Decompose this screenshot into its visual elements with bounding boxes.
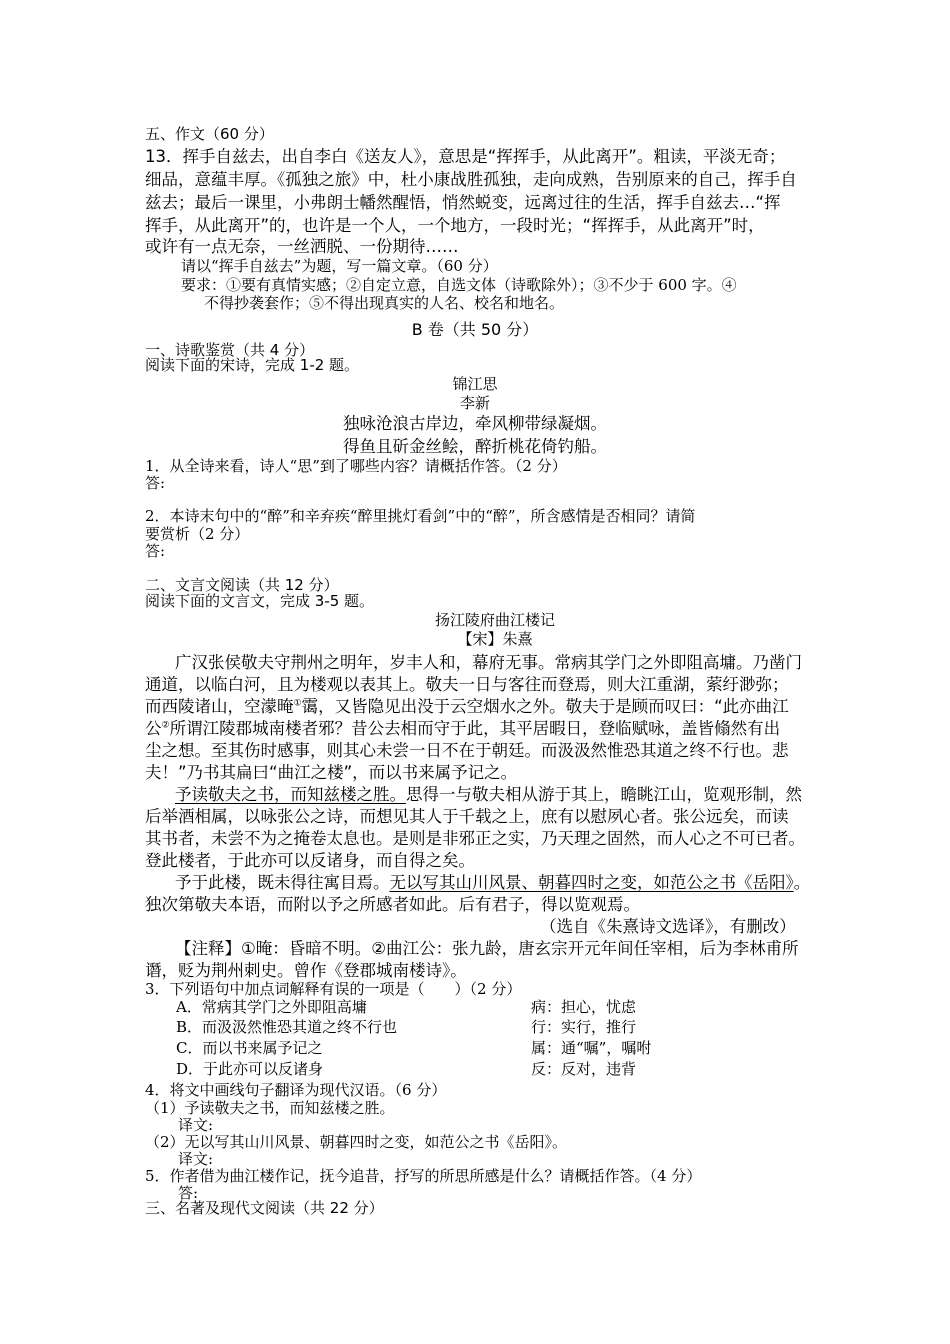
prompt-line: 细品，意蕴丰厚。《孤独之旅》中，杜小康战胜孤独，走向成熟，告别原来的自己，挥手自 <box>145 170 797 189</box>
footnote-marker: ① <box>293 698 302 709</box>
poetry-heading: 一、诗歌鉴赏（共 4 分） <box>145 341 315 359</box>
text-line: 尘之想。至其伤时感事，则其心未尝一日不在于朝廷。而汲汲然惟恐其道之终不行也。悲 <box>145 741 789 760</box>
composition-instruction: 请以“挥手自兹去”为题，写一篇文章。（60 分） <box>181 257 498 275</box>
answer-label: 答: <box>178 1184 199 1202</box>
poem-line: 得鱼且斫金丝鲙，醉折桃花倚钓船。 <box>343 437 607 456</box>
option-text: D．于此亦可以反诸身 <box>176 1060 324 1078</box>
composition-requirements-cont: 不得抄袭套作；⑤不得出现真实的人名、校名和地名。 <box>204 294 565 312</box>
option-text: A．常病其学门之外即阻高墉 <box>176 998 367 1016</box>
question-2-cont: 要赏析（2 分） <box>145 525 250 543</box>
question-4-2: （2）无以写其山川风景、朝暮四时之变，如范公之书《岳阳》。 <box>145 1133 568 1151</box>
prompt-line: 兹去；最后一课里，小弗朗士幡然醒悟，悄然蜕变，远离过往的生活，挥手自兹去…“挥 <box>145 193 781 212</box>
poetry-intro: 阅读下面的宋诗，完成 1-2 题。 <box>145 356 360 374</box>
text-line: 独次第敬夫本语，而附以予之所感者如此。后有君子，得以览观焉。 <box>145 895 640 914</box>
classical-title: 扬江陵府曲江楼记 <box>434 611 555 629</box>
option-gloss: 行：实行，推行 <box>531 1018 637 1036</box>
text-line: 予于此楼，既未得往寓目焉。无以写其山川风景、朝暮四时之变，如范公之书《岳阳》。 <box>175 873 811 892</box>
question-2: 2．本诗末句中的“醉”和辛弃疾“醉里挑灯看剑”中的“醉”，所含感情是否相同？请简 <box>145 507 696 525</box>
answer-label: 答: <box>145 542 166 560</box>
text-line: 广汉张侯敬夫守荆州之明年，岁丰人和，幕府无事。常病其学门之外即阻高墉。乃凿门 <box>175 653 802 672</box>
underlined-sentence: 予读敬夫之书，而知兹楼之胜。 <box>175 785 406 804</box>
option-text: B．而汲汲然惟恐其道之终不行也 <box>176 1018 398 1036</box>
composition-requirements: 要求：①要有真情实感；②自定立意，自选文体（诗歌除外）；③不少于 600 字。④ <box>181 276 737 294</box>
text-line: 公②所谓江陵郡城南楼者邪？昔公去相而守于此，其平居暇日，登临赋咏，盖皆翛然有出 <box>145 719 781 738</box>
option-gloss: 属：通“嘱”，嘱咐 <box>531 1039 652 1057</box>
poem-author: 李新 <box>459 394 490 412</box>
part-b-title: B 卷（共 50 分） <box>411 320 539 339</box>
classical-author: 【宋】朱熹 <box>457 630 533 648</box>
option-gloss: 病：担心，忧虑 <box>531 998 637 1016</box>
translation-label: 译文: <box>178 1116 214 1134</box>
translation-label: 译文: <box>178 1150 214 1168</box>
footnote-marker: ② <box>161 720 170 731</box>
prompt-line: 挥手，从此离开”的，也许是一个人，一个地方，一段时光；“挥挥手，从此离开”时， <box>145 216 765 235</box>
text-line: 予读敬夫之书，而知兹楼之胜。思得一与敬夫相从游于其上，瞻眺江山，览观形制，然 <box>175 785 802 804</box>
text-line: 其书者，未尝不为之掩卷太息也。是则是非邪正之实，乃天理之固然，而人心之不可已者。 <box>145 829 805 848</box>
section5-heading: 五、作文（60 分） <box>145 125 274 143</box>
annotation-cont: 谮，贬为荆州刺史。曾作《登郡城南楼诗》。 <box>145 961 467 980</box>
answer-label: 答: <box>145 474 166 492</box>
prompt-line: 13．挥手自兹去，出自李白《送友人》，意思是“挥挥手，从此离开”。粗读，平淡无奇； <box>145 147 786 166</box>
underlined-sentence: 无以写其山川风景、朝暮四时之变，如范公之书《岳阳》 <box>389 873 794 892</box>
question-4-1: （1）予读敬夫之书，而知兹楼之胜。 <box>145 1099 395 1117</box>
text-line: 而西陵诸山，空濛晻①霭，又皆隐见出没于云空烟水之外。敬夫于是顾而叹曰：“此亦曲江 <box>145 697 789 716</box>
question-3: 3．下列语句中加点词解释有误的一项是（ ）（2 分） <box>145 980 522 998</box>
annotation: 【注释】①晻：昏暗不明。②曲江公：张九龄，唐玄宗开元年间任宰相，后为李林甫所 <box>175 939 799 958</box>
text-line: 后举酒相属，以咏张公之诗，而想见其人于千载之上，庶有以慰夙心者。张公远矣，而读 <box>145 807 789 826</box>
question-4: 4．将文中画线句子翻译为现代汉语。（6 分） <box>145 1081 447 1099</box>
question-1: 1．从全诗来看，诗人“思”到了哪些内容？请概括作答。（2 分） <box>145 457 567 475</box>
option-gloss: 反：反对，违背 <box>531 1060 637 1078</box>
poem-title: 锦江思 <box>452 375 498 393</box>
text-line: 夫！”乃书其扁曰“曲江之楼”，而以书来属予记之。 <box>145 763 518 782</box>
prompt-line: 或许有一点无奈，一丝洒脱、一份期待…… <box>145 237 459 256</box>
question-5: 5．作者借为曲江楼作记，抚今追昔，抒写的所思所感是什么？请概括作答。（4 分） <box>145 1167 702 1185</box>
source-note: （选自《朱熹诗文选译》，有删改） <box>540 917 796 936</box>
poem-line: 独咏沧浪古岸边，牵风柳带绿凝烟。 <box>343 414 607 433</box>
text-line: 登此楼者，于此亦可以反诸身，而自得之矣。 <box>145 851 475 870</box>
section3-heading: 三、名著及现代文阅读（共 22 分） <box>145 1199 384 1217</box>
option-text: C．而以书来属予记之 <box>176 1039 323 1057</box>
text-line: 通道，以临白河，且为楼观以表其上。敬夫一日与客往而登焉，则大江重湖，萦纡渺弥； <box>145 675 789 694</box>
classical-intro: 阅读下面的文言文，完成 3-5 题。 <box>145 592 375 610</box>
classical-heading: 二、文言文阅读（共 12 分） <box>145 576 339 594</box>
